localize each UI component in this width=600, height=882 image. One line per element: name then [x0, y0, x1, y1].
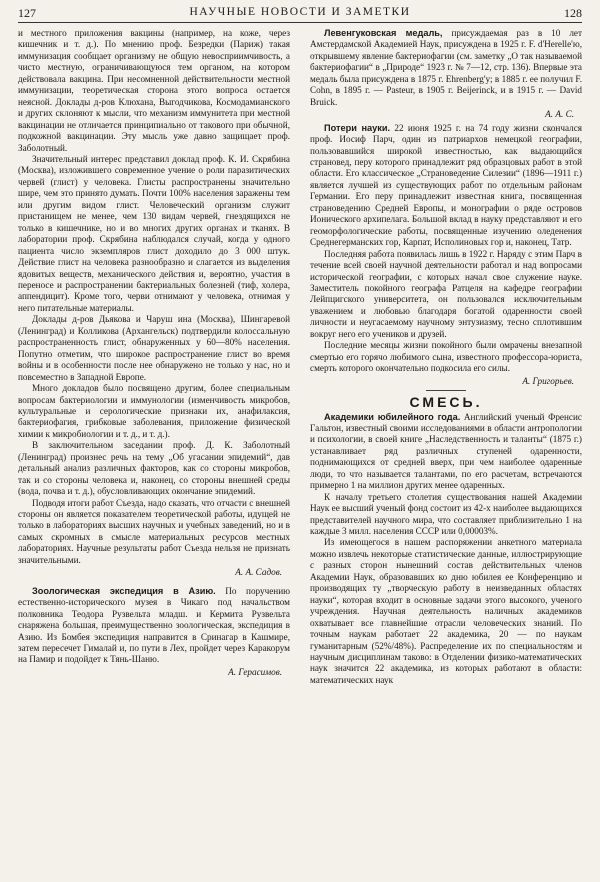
- running-title: НАУЧНЫЕ НОВОСТИ И ЗАМЕТКИ: [189, 6, 411, 18]
- article-text: 22 июня 1925 г. на 74 году жизни скончался проф. Иосиф Парч, один из патриархов немецкой географии, пользовавшийся широкой известностью, как выдающийся страновед, перу которого принадлежит ряд образцовых работ в этой области. Его классическое „Страноведение Силезии“ (1896—1911 г.) является лучшей из существующих работ по отдельным районам Германии. Его перу принадлежит известная книга, посвященная страноведению Средней Европы, и монографии о ряде островов Ионического архипелага. Большой вклад в науку представляют и его геоморфологические работы, посвященные изучению оледенения Среднегерманских гор, Карпат, Исполиновых гор и, наконец, Татр.: [310, 122, 582, 248]
- paragraph: Последние месяцы жизни покойного были омрачены внезапной смертью его горячо любимого сына, известного профессора-юриста, смерть которого окончательно подкосила его силы.: [310, 340, 582, 374]
- section-heading: СМЕСЬ.: [409, 394, 483, 411]
- author-signature: А. Григорьев.: [522, 375, 574, 386]
- article-text: присуждаемая раз в 10 лет Амстердамской Академией Наук, присуждена в 1925 г. F. d'Herelle'ю, открывшему явление бактериофагии (см. заметку „О так называемой бактериофагии“ в „Природе“ 1923 г. № 7—12, стр. 136). Впервые эта медаль была присуждена в 1875 г. Ehrenberg'у; в 1885 г. ее получил F. Cohn, в 1895 г. — Pasteur, в 1905 г. Beijerinck, и в 1915 г. — David Bruick.: [310, 28, 582, 107]
- article-jubilee-academicians: [310, 412, 582, 492]
- article-leeuwenhoek-medal: [310, 28, 582, 108]
- paragraph: Из имеющегося в нашем распоряжении анкетного материала можно извлечь некоторые статистические данные, иллюстрирующие с разных сторон нынешний состав действительных членов Академии Наук, образовавших ко дню юбилея ее Конференцию и производящих ту „творческую работу в неизведанных областях науки“, которая входит в основные задачи этого высокого, ученого учреждения. Научная деятельность наличных академиков охватывает все главнейшие отрасли человеческих знаний. По точным наукам работает 22 академика, 20 — по наукам гуманитарным (52%/48%). Распределение их по специальностям и научным дисциплинам таково: в Отделении физико-математических наук значится 22 академика, из которых работают в области: математических наук: [310, 537, 582, 685]
- paragraph: К началу третьего столетия существования нашей Академии Наук ее высший ученый фонд состоит из 42-х наиболее выдающихся представителей научного мира, что составляет приблизительно 1 на каждые 3 милл. населения СССР или 0,00003%.: [310, 491, 582, 537]
- author-signature: А. Герасимов.: [228, 666, 282, 677]
- article-title: Зоологическая экспедиция в Азию.: [32, 585, 216, 596]
- left-column: [18, 28, 290, 878]
- paragraph: и местного приложения вакцины (например, на коже, через кишечник и т. д.). По мнению проф. Безредки (Париж) такая иммунизация сообщает организму не общую невосприимчивость, а чисто местную, ограничивающуюся тем органом, на котором действовала вакцина. При несомненной действительности местной иммунизации, теоретическая сторона этого вопроса остается неясной. Доклады д-ров Клюхана, Выгодчикова, Космодамианского и других склоняют к мысли, что механизм иммунитета при местной вакцинации не отличается принципиально от такового при обычной, подкожной вакцинации. Эту мысль уже давно защищает проф. Заболотный.: [18, 28, 290, 153]
- header-rule: [18, 22, 582, 23]
- page-number-left: 127: [18, 6, 36, 20]
- paragraph: Последняя работа появилась лишь в 1922 г. Наряду с этим Парч в течение всей своей научной деятельности работал и над вопросами исторической географии, с которых начал свое служение науке. Заместитель покойного географа Ратцеля на кафедре географии Лейпцигского университета, он пользовался исключительным уважением и любовью благодаря богатой одаренности своей личности и неугасаемому научному энтузиазму, тесно сплотившим вокруг него его учеников и друзей.: [310, 248, 582, 339]
- author-signature: А. А. Садов.: [235, 567, 282, 578]
- page-number-right: 128: [564, 6, 582, 20]
- paragraph: Доклады д-ров Дьякова и Чаруш ина (Москва), Шингаревой (Ленинград) и Колликова (Архангельск) подтвердили колоссальную распространенность глист, обнаруженных у 60—80% населения. Попутно отметим, что широкое распространение глист во время войны и в особенности после нее обнаружено не только у нас, но и повсеместно в Западной Европе.: [18, 314, 290, 382]
- article-title: Потери науки.: [324, 122, 391, 133]
- article-title: Левенгуковская медаль,: [324, 28, 443, 38]
- paragraph: Подводя итоги работ Съезда, надо сказать, что отчасти с внешней стороны он является показателем теоретической работы, идущей не только в лабораториях высших научных и учебных заведений, но и в самых скромных в смысле материальных ресурсов местных лабораториях. Научные результаты работ Съезда нельзя не признать значительными.: [18, 497, 290, 565]
- section-divider: [426, 390, 466, 391]
- paragraph: Значительный интерес представил доклад проф. К. И. Скрябина (Москва), изложившего современное учение о роли паразитических червей (глист) у человека. Глисты распространены значительно шире, чем это принято думать. Почти 100% населения заражены тем или другим видом глист. Человеческий организм служит пристанищем не менее, чем 130 видам червей, гнездящихся не только в кишечнике, но и во многих других органах и тканях. В лаборатории проф. Скрябина наблюдался случай, когда у одного пациента число экземпляров глист доходило до 3 000 штук. Действие глист на человека разнообразно и слагается из выделения ядовитых веществ, механического действия и, вероятно, участия в переносе и распространении бактериальных болезней (тиф, холера, аппендицит). Кроме того, черви отнимают у человека, отнимая у него питательные материалы.: [18, 153, 290, 313]
- article-text: По поручению естественно-исторического музея в Чикаго под начальством полковника Теодора Рузвельта младш. и Кермита Рузвельта снаряжена большая, преимущественно зоологическая, экспедиция в Азию. Из Бомбея экспедиция направится в Сринагар в Кашмире, затем пересечет Гималай и, по пути в Лех, пройдет через Каракорум на Памир и подойдет к Тянь-Шаню.: [18, 585, 290, 665]
- article-zoological-expedition: [18, 586, 290, 666]
- right-column: [310, 28, 582, 878]
- paragraph: В заключительном заседании проф. Д. К. Заболотный (Ленинград) произнес речь на тему „Об угасании эпидемий“, дав детальный анализ различных факторов, как со стороны микробов, так и со стороны человека и, наконец, со стороны внешней среды (вода, почва и т. д.), обусловливающих окончание эпидемий.: [18, 440, 290, 497]
- article-losses-of-science: [310, 123, 582, 249]
- article-text: Английский ученый Френсис Гальтон, известный своими исследованиями в области антропологии и психологии, в своей книге „Наследственность и таланты“ (1875 г.) устанавливает ряд различных ступеней одаренности, поднимающихся от средней вверх, при чем наиболее одаренные люди, то что называется талантами, по его расчетам, встречаются примерно 1 на миллион других менее одаренных.: [310, 411, 582, 491]
- article-title: Академики юбилейного года.: [324, 411, 461, 422]
- paragraph: Много докладов было посвящено другим, более специальным вопросам бактериологии и иммунологии (изменчивость микробов, культуральные и серологические признаки их, анафилаксия, бактериофагия, грибковые заболевания, приложение физической химии к микробиологии и т. д., и т. д.).: [18, 383, 290, 439]
- author-signature: А. А. С.: [545, 109, 574, 120]
